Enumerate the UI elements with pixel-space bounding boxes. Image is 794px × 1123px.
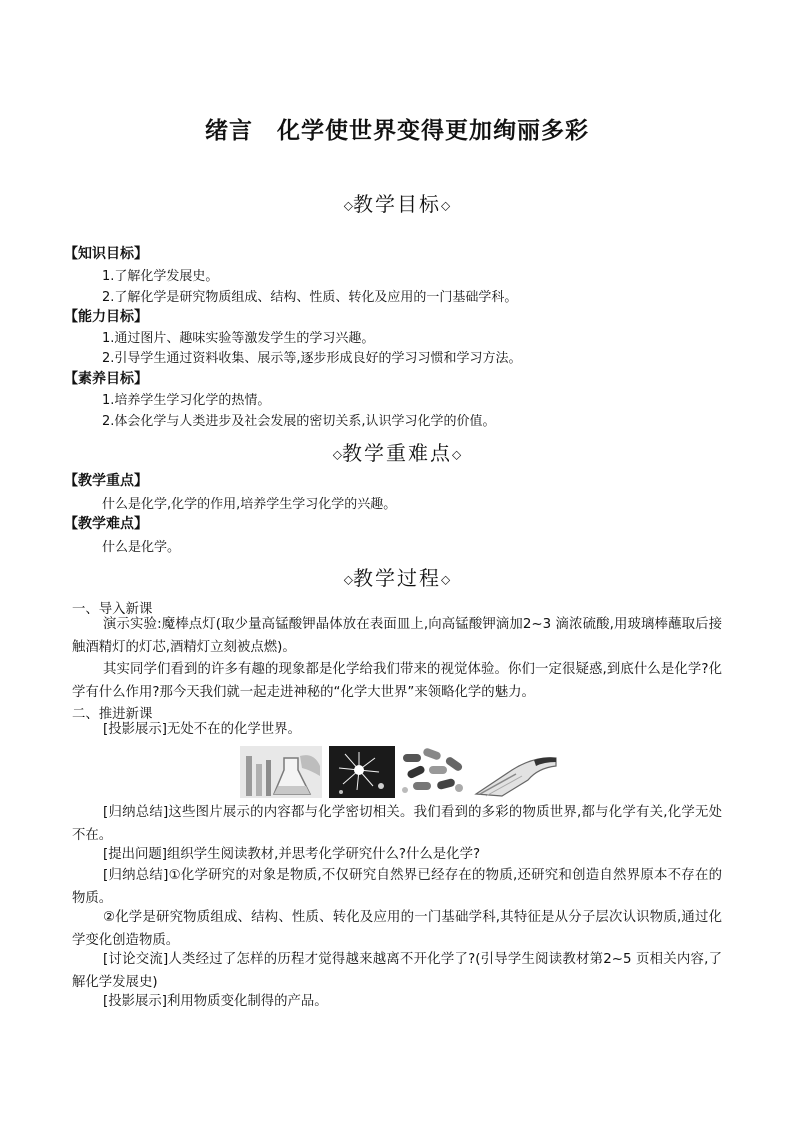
teaching-focus-heading: 【教学重点】 (64, 473, 148, 489)
knowledge-objective-item: 1.了解化学发展史。 (102, 269, 219, 284)
section-heading-key-points: ◇教学重难点◇ (332, 441, 462, 465)
medicine-capsules-image (399, 746, 469, 798)
literacy-objective-item: 2.体会化学与人类进步及社会发展的密切关系,认识学习化学的价值。 (102, 414, 496, 429)
discussion-paragraph: [讨论交流]人类经过了怎样的历程才觉得越来越离不开化学了?(引导学生阅读教材第2~5 页相关内容,了解化学发展史) (72, 952, 722, 990)
part2-heading: 二、推进新课 (72, 707, 153, 722)
question-paragraph: [提出问题]组织学生阅读教材,并思考化学研究什么?什么是化学? (103, 847, 481, 862)
summary-paragraph-2: [归纳总结]①化学研究的对象是物质,不仅研究自然界已经存在的物质,还研究和创造自然界原本不存在的物质。 (72, 868, 722, 906)
diamond-icon: ◇ (441, 572, 451, 587)
knowledge-objectives-heading: 【知识目标】 (64, 246, 148, 262)
diamond-icon: ◇ (343, 198, 353, 213)
page-title: 绪言 化学使世界变得更加绚丽多彩 (205, 118, 589, 144)
section-heading-process: ◇教学过程◇ (343, 566, 451, 590)
literacy-objective-item: 1.培养学生学习化学的热情。 (102, 393, 271, 408)
projection-show-2: [投影展示]利用物质变化制得的产品。 (103, 994, 328, 1009)
fireworks-image (329, 746, 395, 798)
high-speed-train-image (472, 746, 558, 798)
literacy-objectives-heading: 【素养目标】 (64, 371, 148, 387)
diamond-icon: ◇ (452, 447, 462, 462)
demo-experiment-paragraph: 演示实验:魔棒点灯(取少量高锰酸钾晶体放在表面皿上,向高锰酸钾滴加2~3 滴浓硫酸,用玻璃棒蘸取后接触酒精灯的灯芯,酒精灯立刻被点燃)。 (72, 617, 722, 655)
teaching-difficulty-heading: 【教学难点】 (64, 516, 148, 532)
knowledge-objective-item: 2.了解化学是研究物质组成、结构、性质、转化及应用的一门基础学科。 (102, 290, 518, 305)
summary-paragraph-2b: ②化学是研究物质组成、结构、性质、转化及应用的一门基础学科,其特征是从分子层次认识物质,通过化学变化创造物质。 (72, 910, 722, 948)
diamond-icon: ◇ (343, 572, 353, 587)
ability-objectives-heading: 【能力目标】 (64, 309, 148, 325)
projection-show-1: [投影展示]无处不在的化学世界。 (103, 722, 301, 737)
part1-heading: 一、导入新课 (72, 602, 153, 617)
lab-glassware-image (240, 746, 322, 798)
teaching-difficulty-text: 什么是化学。 (102, 540, 181, 555)
summary-paragraph-1: [归纳总结]这些图片展示的内容都与化学密切相关。我们看到的多彩的物质世界,都与化学有关,化学无处不在。 (72, 805, 722, 843)
intro-paragraph: 其实同学们看到的许多有趣的现象都是化学给我们带来的视觉体验。你们一定很疑惑,到底什么是化学?化学有什么作用?那今天我们就一起走进神秘的“化学大世界”来领略化学的魅力。 (72, 662, 722, 700)
section-heading-objectives: ◇教学目标◇ (343, 192, 451, 216)
ability-objective-item: 1.通过图片、趣味实验等激发学生的学习兴趣。 (102, 331, 375, 346)
ability-objective-item: 2.引导学生通过资料收集、展示等,逐步形成良好的学习习惯和学习方法。 (102, 351, 522, 366)
diamond-icon: ◇ (332, 447, 342, 462)
image-strip (240, 746, 560, 798)
teaching-focus-text: 什么是化学,化学的作用,培养学生学习化学的兴趣。 (102, 497, 397, 512)
diamond-icon: ◇ (441, 198, 451, 213)
